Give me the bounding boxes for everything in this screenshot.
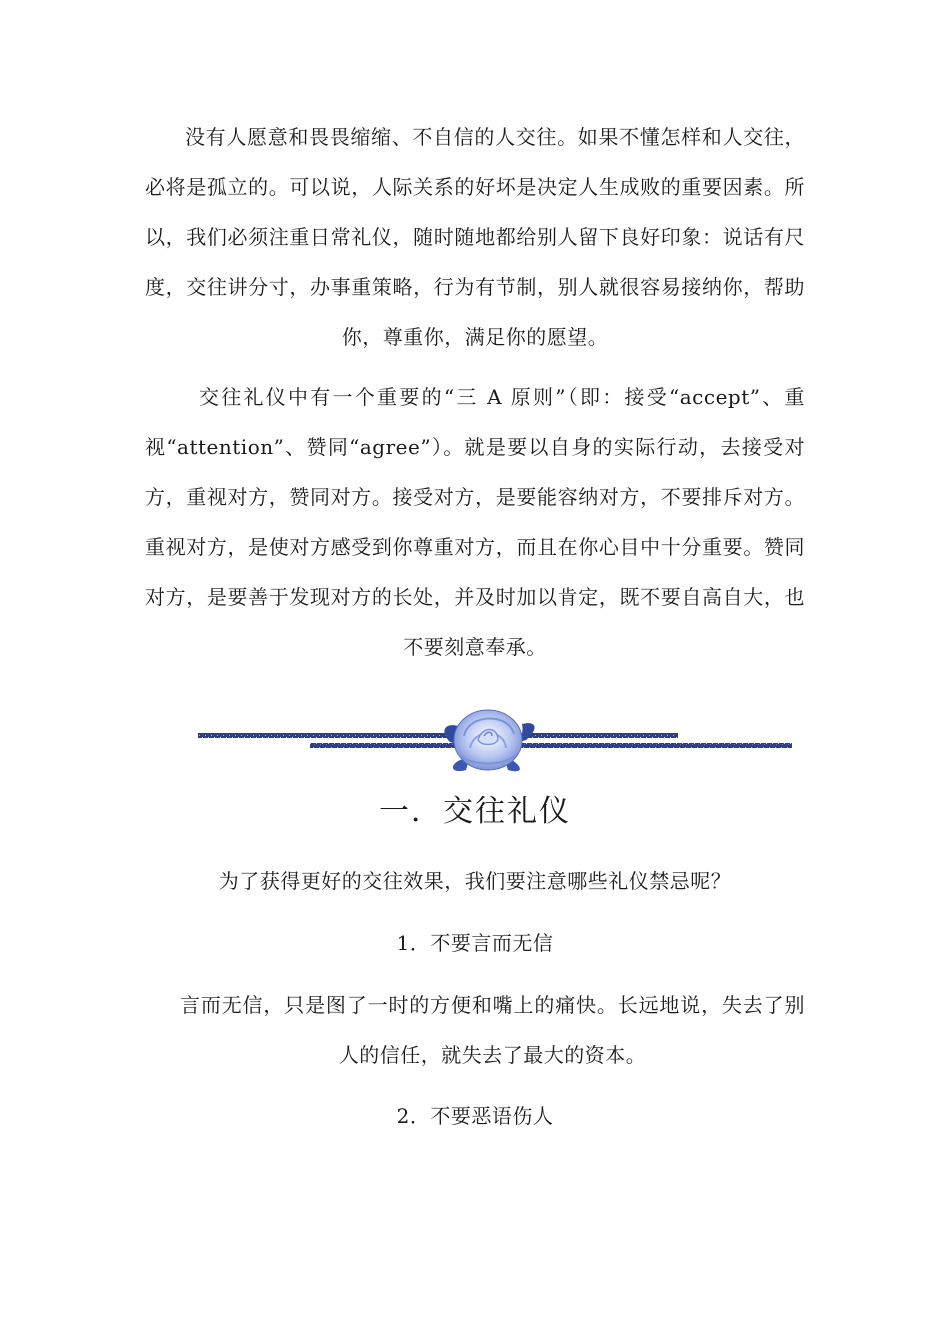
item-1-body: 言而无信，只是图了一时的方便和嘴上的痛快。长远地说，失去了别人的信任，就失去了最大的资本。 [180, 993, 805, 1067]
rose-divider-graphic [198, 698, 792, 778]
rose-divider [198, 698, 792, 778]
rose-icon [444, 710, 534, 771]
divider-line-lower [310, 743, 792, 748]
section-title: 一．交往礼仪 [379, 794, 571, 829]
divider-line-upper [198, 733, 678, 738]
section-question: 为了获得更好的交往效果，我们要注意哪些礼仪禁忌呢？ [218, 869, 732, 893]
item-2-heading: 2．不要恶语伤人 [396, 1104, 554, 1128]
intro-paragraph-2: 交往礼仪中有一个重要的“三 A 原则”（即：接受“accept”、重视“attention”、赞同“agree”）。就是要以自身的实际行动，去接受对方，重视对方，赞同对方。接受对方，是要能容纳对方，不要排斥对方。重视对方，是使对方感受到你尊重对方，而且在你心目中十分重要。赞同对方，是要善于发现对方的长处，并及时加以肯定，既不要自高自大，也不要刻意奉承。 [145, 385, 805, 659]
intro-paragraph-1: 没有人愿意和畏畏缩缩、不自信的人交往。如果不懂怎样和人交往，必将是孤立的。可以说，人际关系的好坏是决定人生成败的重要因素。所以，我们必须注重日常礼仪，随时随地都给别人留下良好印象：说话有尺度，交往讲分寸，办事重策略，行为有节制，别人就很容易接纳你，帮助你，尊重你，满足你的愿望。 [145, 125, 805, 349]
item-1-heading: 1．不要言而无信 [396, 931, 554, 955]
